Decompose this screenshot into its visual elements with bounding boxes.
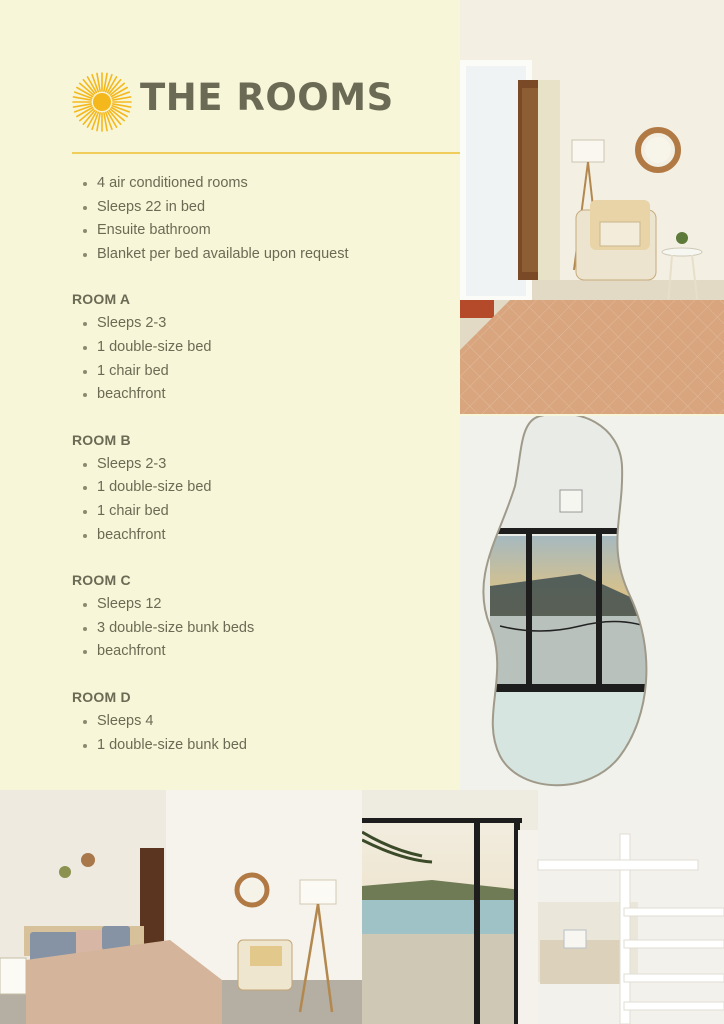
list-item: • beachfront — [97, 524, 452, 548]
list-item: • 3 double-size bunk beds — [97, 617, 452, 641]
list-item: • Sleeps 12 — [97, 593, 452, 617]
list-item: • Sleeps 4 — [97, 710, 452, 734]
intro-list — [72, 172, 452, 266]
room-heading: ROOM B — [72, 431, 131, 448]
list-item: • 1 chair bed — [97, 360, 452, 384]
sun-icon — [72, 72, 132, 132]
list-item: • 4 air conditioned rooms — [97, 172, 452, 196]
bedroom-chair-photo — [460, 0, 724, 414]
room-features — [72, 453, 452, 547]
room-d-section — [72, 686, 452, 757]
room-b-section — [72, 429, 452, 547]
bunk-bed-room-photo — [362, 790, 724, 1024]
room-a-section — [72, 288, 452, 406]
room-features — [72, 710, 452, 757]
title-divider — [72, 152, 460, 154]
list-item: • Blanket per bed available upon request — [97, 243, 452, 267]
wavy-mirror-photo — [460, 416, 724, 790]
list-item: • 1 chair bed — [97, 500, 452, 524]
list-item: • 1 double-size bed — [97, 476, 452, 500]
room-features — [72, 312, 452, 406]
list-item: • beachfront — [97, 383, 452, 407]
double-bed-room-photo — [0, 790, 362, 1024]
room-heading: ROOM C — [72, 572, 131, 589]
text-panel — [0, 0, 460, 790]
room-heading: ROOM A — [72, 291, 131, 308]
list-item: • 1 double-size bed — [97, 336, 452, 360]
room-list — [72, 172, 452, 757]
list-item: • Sleeps 2-3 — [97, 312, 452, 336]
list-item: • Ensuite bathroom — [97, 219, 452, 243]
list-item: • Sleeps 22 in bed — [97, 196, 452, 220]
room-c-section — [72, 569, 452, 664]
list-item: • beachfront — [97, 640, 452, 664]
list-item: • 1 double-size bunk bed — [97, 734, 452, 758]
page-title: THE ROOMS — [140, 76, 394, 119]
room-features — [72, 593, 452, 664]
list-item: • Sleeps 2-3 — [97, 453, 452, 477]
room-heading: ROOM D — [72, 688, 131, 705]
